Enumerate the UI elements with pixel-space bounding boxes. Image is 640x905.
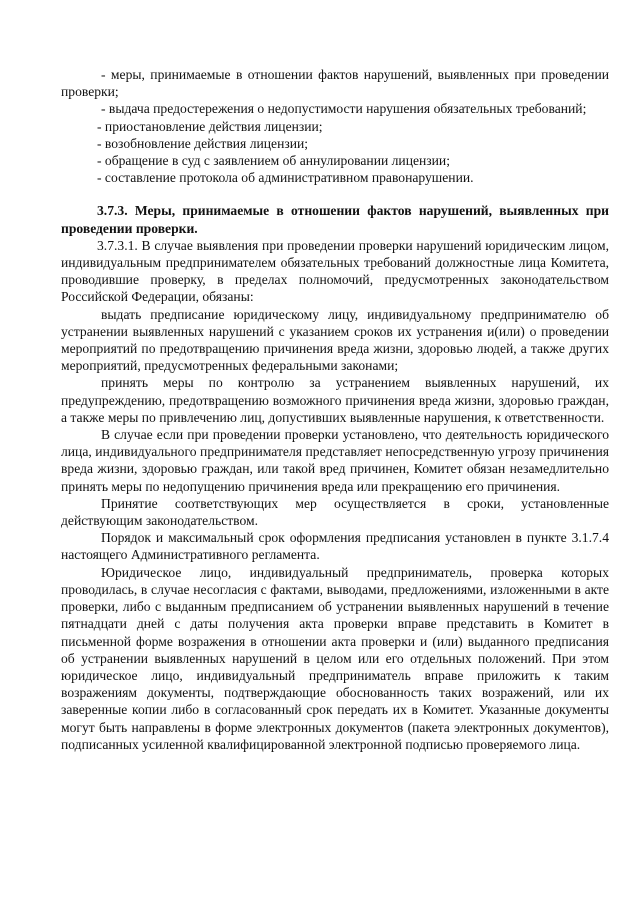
list-item-measures: - меры, принимаемые в отношении фактов нарушений, выявленных при проведении проверки; — [61, 67, 609, 100]
paragraph-issue-order: выдать предписание юридическому лицу, индивидуальному предпринимателю об устранении выявленных нарушений с указанием сроков их устранения и(или) о проведении мероприятий по предотвращению причинения вреда жизни, здоровью людей, а также других мероприятий, предусмотренных федеральными законами; — [61, 306, 609, 374]
paragraph-objections: Юридическое лицо, индивидуальный предприниматель, проверка которых проводилась, в случае несогласия с фактами, выводами, предложениями, изложенными в акте проверки, либо с выданным предписанием об устранении выявленных нарушений в течение пятнадцати дней с даты получения акта проверки вправе представить в Комитет в письменной форме возражения в отношении акта проверки и (или) выданного предписания об устранении выявленных нарушений в целом или его отдельных положений. При этом юридическое лицо, индивидуальный предприниматель вправе приложить к таким возражениям документы, подтверждающие обоснованность таких возражений, или их заверенные копии либо в согласованный срок передать их в Комитет. Указанные документы могут быть направлены в форме электронных документов (пакета электронных документов), подписанных усиленной квалифицированной электронной подписью проверяемого лица. — [61, 564, 609, 752]
paragraph-obligations: 3.7.3.1. В случае выявления при проведении проверки нарушений юридическим лицом, индивидуальным предпринимателем обязательных требований должностные лица Комитета, проводившие проверку, в пределах полномочий, предусмотренных законодательством Российской Федерации, обязаны: — [61, 237, 609, 305]
list-item-court: - обращение в суд с заявлением об аннулировании лицензии; — [97, 153, 450, 169]
paragraph-direct-threat: В случае если при проведении проверки установлено, что деятельность юридического лица, индивидуального предпринимателя представляет непосредственную угрозу причинения вреда жизни, здоровью граждан, или такой вред причинен, Комитет обязан незамедлительно принять меры по недопущению причинения вреда или прекращению его причинения. — [61, 427, 609, 494]
section-heading: 3.7.3. Меры, принимаемые в отношении фактов нарушений, выявленных при проведении проверки. — [61, 203, 609, 236]
list-item-protocol: - составление протокола об административном правонарушении. — [97, 170, 474, 186]
list-item-renewal: - возобновление действия лицензии; — [97, 135, 309, 151]
list-item-warning: - выдача предостережения о недопустимости нарушения обязательных требований; — [101, 101, 587, 117]
list-item-suspension: - приостановление действия лицензии; — [97, 118, 323, 134]
paragraph-control-measures: принять меры по контролю за устранением выявленных нарушений, их предупреждению, предотвращению возможного причинения вреда жизни, здоровью граждан, а также меры по привлечению лиц, допустивших выявленные нарушения, к ответственности. — [61, 375, 609, 425]
document-page — [61, 66, 609, 753]
paragraph-order-procedure: Порядок и максимальный срок оформления предписания установлен в пункте 3.1.7.4 настоящего Административного регламента. — [61, 530, 609, 563]
paragraph-deadlines: Принятие соответствующих мер осуществляется в сроки, установленные действующим законодательством. — [61, 495, 609, 529]
